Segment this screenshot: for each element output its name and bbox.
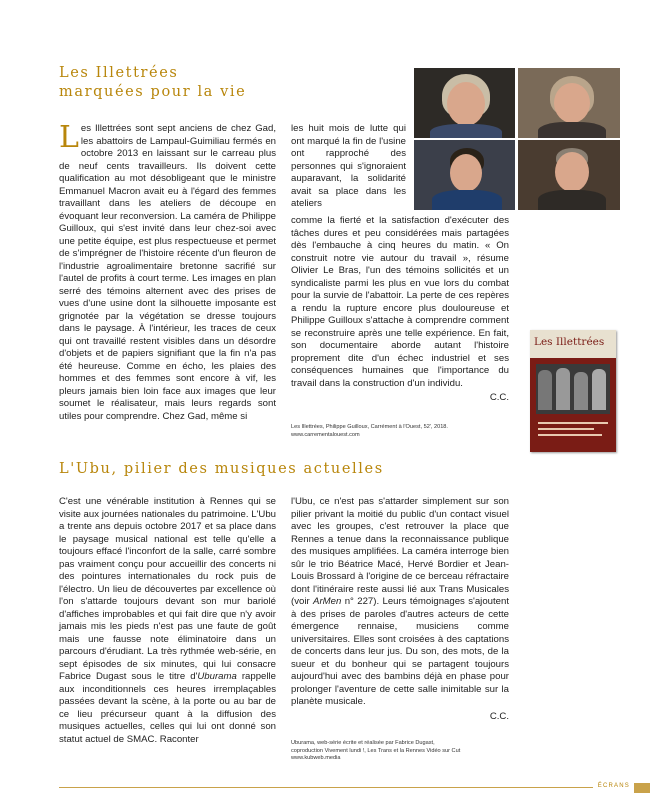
article1-credit (291, 424, 521, 439)
article2-credit-line-3: www.kubweb.media (291, 755, 341, 761)
article2-col2-text-b: n° 227). Leurs témoignages s'ajoutent à des prises de paroles d'autres acteurs de cette émergence rennaise, musiciens comme universitaires. Elles sont croisées à des captations de concerts dans leur jus. Du son, des mots, de la sueur et du bonheur qui se partagent toujours aujourd'hui avec des bambins déjà en phase pour prolonger l'aventure de cette salle inimitable sur la planète musicale. (291, 596, 509, 707)
article1-col2-wide-text: comme la fierté et la satisfaction d'exécuter des tâches dures et peu considérées mais partagées dès l'embauche à cinq heures du matin. « On construit notre vie autour du travail », résume Olivier Le Bras, l'un des témoins sollicités et un syndicaliste parmi les plus en vue lors du combat pour la survie de l'abattoir. La perte de ces repères a rendu la rupture encore plus douloureuse et Philippe Guilloux s'attache à comprendre comment se reconstruire après une telle expérience. En fait, son documentaire aborde autant l'histoire proprement dite d'un échec industriel et ses conséquences humaines que l'importance du travail dans la construction d'un individu. (291, 215, 509, 389)
portrait-man-1 (413, 139, 516, 211)
article2-column-2 (291, 496, 509, 723)
article1-column-2-narrow (291, 123, 406, 211)
article2-credit (291, 740, 521, 763)
article1-col1-text: es Illettrées sont sept anciens de chez Gad, les abattoirs de Lampaul-Guimiliau fermés en octobre 2013 en laissant sur le carreau plus de neuf cents travailleurs. Ils doivent cette qualification au mot désobligeant que le ministre Emmanuel Macron avait eu à l'égard des femmes travaillant dans les ateliers de découpe en évoquant leur reconversion. La caméra de Philippe Guilloux, qui s'est invité dans leur chez-soi avec une petite équipe, est plus respectueuse et permet de s'imprégner de l'histoire récente d'un fleuron de l'industrie agroalimentaire bretonne sacrifié sur l'autel de profits à court terme. Les images en plan serré des témoins alternent avec des prises de vues d'une usine dont la silhouette imposante est grignotée par la végétation se dresse toujours dans le paysage. À l'intérieur, les traces de ceux qui ont travaillé restent visibles dans un désordre d'objets et de papiers signifiant que la fin n'a pas été heureuse. Comme en écho, les plaies des hommes et des femmes sont encore à vif, les pleurs jamais bien loin face aux images que leur soumet le réalisateur, mais leurs regards sont utiles pour comprendre. Chez Gad, même si (59, 123, 276, 422)
article1-column-1 (59, 120, 276, 423)
article2-signature: C.C. (489, 710, 509, 722)
article2-col1-text: C'est une vénérable institution à Rennes qui se visite aux journées nationales du patrimoine. L'Ubu a trente ans depuis octobre 2017 et sa place dans le paysage musical national est telle qu'elle a toujours effacé l'inconfort de la salle, carré sombre pas vraiment conçu pour accueillir des concerts ni des pointures internationales du rock puis de l'électro. Un lieu de découvertes par excellence où l'on s'attarde toujours devant son mur bariolé d'affiches improbables et qui fait dire que n'y avoir jamais mis les pieds n'est pas une faute de goût mais une fausse note éliminatoire dans un parcours d'érudiant. La très rythmée web-série, en sept épisodes de six minutes, qui lui consacre Fabrice Dugast sous le titre d' (59, 496, 276, 682)
footer-rule (59, 787, 593, 788)
portrait-woman-2 (517, 67, 621, 139)
article1-column-2-wide (291, 215, 509, 405)
film-poster-illettrees (530, 330, 616, 452)
article2-col1-italic: Uburama (197, 671, 237, 682)
article-title-illettrees (59, 64, 359, 102)
article2-column-1 (59, 496, 276, 746)
article2-credit-line-2: coproduction Vivement lundi !, Les Trans et la Rennes Vidéo sur Cut (291, 747, 461, 754)
portrait-grid (413, 67, 621, 211)
title-line-1: Les Illettrées (59, 65, 179, 81)
article2-col2-italic: ArMen (313, 596, 342, 607)
portrait-man-2 (517, 139, 621, 211)
article2-col1-rest: rappelle aux inconditionnels ces heures irremplaçables passées devant la scène, à la porte ou au bar de ce lieu précurseur quant à la diffusion des musiques actuelles, celles qui lui ont donné son statut actuel de SMAC. Raconter (59, 671, 276, 745)
title-line-2: marquées pour la vie (59, 84, 247, 100)
article-title-ubu: L'Ubu, pilier des musiques actuelles (59, 461, 384, 477)
article2-col2-text-a: l'Ubu, ce n'est pas s'attarder simplement sur son pilier privant la moitié du public d'un contact visuel avec les groupes, c'est retrouver la place que Rennes a tenue dans la reconnaissance publique des musiques amplifiées. La caméra interroge bien sûr le trio Béatrice Macé, Hervé Bordier et Jean-Louis Brossard à l'origine de ce berceau réfractaire dont l'itinéraire reste aussi lié aux Trans Musicales (voir (291, 496, 509, 607)
article1-credit-line-1: Les Illettrées, Philippe Guilloux, Carrément à l'Ouest, 52', 2018. (291, 424, 448, 430)
footer-section-label: ÉCRANS (597, 783, 630, 789)
poster-title: Les Illettrées (534, 336, 605, 348)
dropcap-letter: L (59, 120, 79, 155)
portrait-woman-1 (413, 67, 516, 139)
article2-credit-line-1: Uburama, web-série écrite et réalisée par Fabrice Dugast, (291, 740, 435, 746)
article1-col2-narrow-text: les huit mois de lutte qui ont marqué la fin de l'usine ont rapproché des personnes qui s'ignoraient auparavant, la solidarité avait sa place dans les ateliers (291, 123, 406, 209)
article1-credit-line-2: www.carrementalouest.com (291, 431, 360, 438)
footer-tab-marker (634, 783, 650, 793)
article1-signature: C.C. (489, 392, 509, 403)
